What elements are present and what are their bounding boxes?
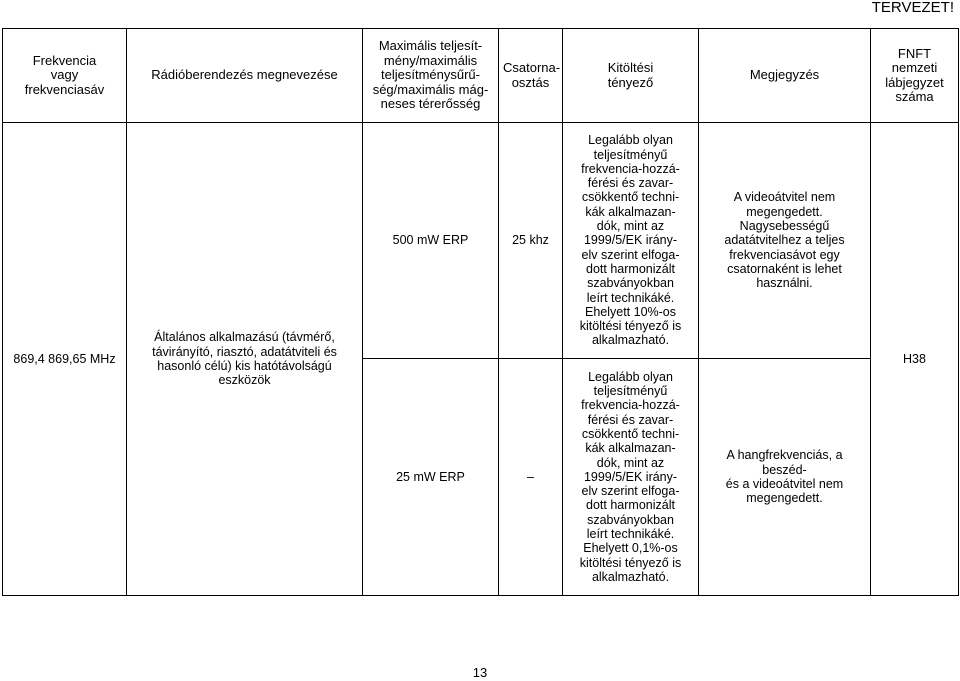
cell-footnote: H38 xyxy=(871,123,959,596)
cell-remark: A videoátvitel nem megengedett. Nagysebességű adatátvitelhez a teljes frekvenciasávot egy csatornaként is lehet használni. xyxy=(699,123,871,359)
header-power: Maximális teljesít- mény/maximális teljesítménysűrű- ség/maximális mág- neses térerősség xyxy=(363,29,499,123)
cell-power: 25 mW ERP xyxy=(363,359,499,596)
header-footnote: FNFT nemzeti lábjegyzet száma xyxy=(871,29,959,123)
cell-device: Általános alkalmazású (távmérő, távirányító, riasztó, adatátviteli és hasonló célú) kis hatótávolságú eszközök xyxy=(127,123,363,596)
cell-power: 500 mW ERP xyxy=(363,123,499,359)
page-number: 13 xyxy=(472,665,488,680)
header-frequency: Frekvencia vagy frekvenciasáv xyxy=(3,29,127,123)
cell-frequency: 869,4 869,65 MHz xyxy=(3,123,127,596)
cell-duty: Legalább olyan teljesítményű frekvencia-hozzá- férési és zavar- csökkentő techni- kák alkalmazan- dók, mint az 1999/5/EK irány- elv szerint elfoga- dott harmonizált szabványokban leírt technikáké. Ehelyett 10%-os kitöltési tényező is alkalmazható. xyxy=(563,123,699,359)
header-duty: Kitöltési tényező xyxy=(563,29,699,123)
header-remark: Megjegyzés xyxy=(699,29,871,123)
cell-duty: Legalább olyan teljesítményű frekvencia-hozzá- férési és zavar- csökkentő techni- kák alkalmazan- dók, mint az 1999/5/EK irány- elv szerint elfoga- dott harmonizált szabványokban leírt technikáké. Ehelyett 0,1%-os kitöltési tényező is alkalmazható. xyxy=(563,359,699,596)
draft-label: TERVEZET! xyxy=(871,0,954,16)
frequency-allocation-table xyxy=(2,28,959,596)
table-row xyxy=(3,123,959,359)
cell-remark: A hangfrekvenciás, a beszéd- és a videoátvitel nem megengedett. xyxy=(699,359,871,596)
header-device: Rádióberendezés megnevezése xyxy=(127,29,363,123)
table-header-row xyxy=(3,29,959,123)
header-channel: Csatorna- osztás xyxy=(499,29,563,123)
cell-channel: 25 khz xyxy=(499,123,563,359)
cell-channel: – xyxy=(499,359,563,596)
